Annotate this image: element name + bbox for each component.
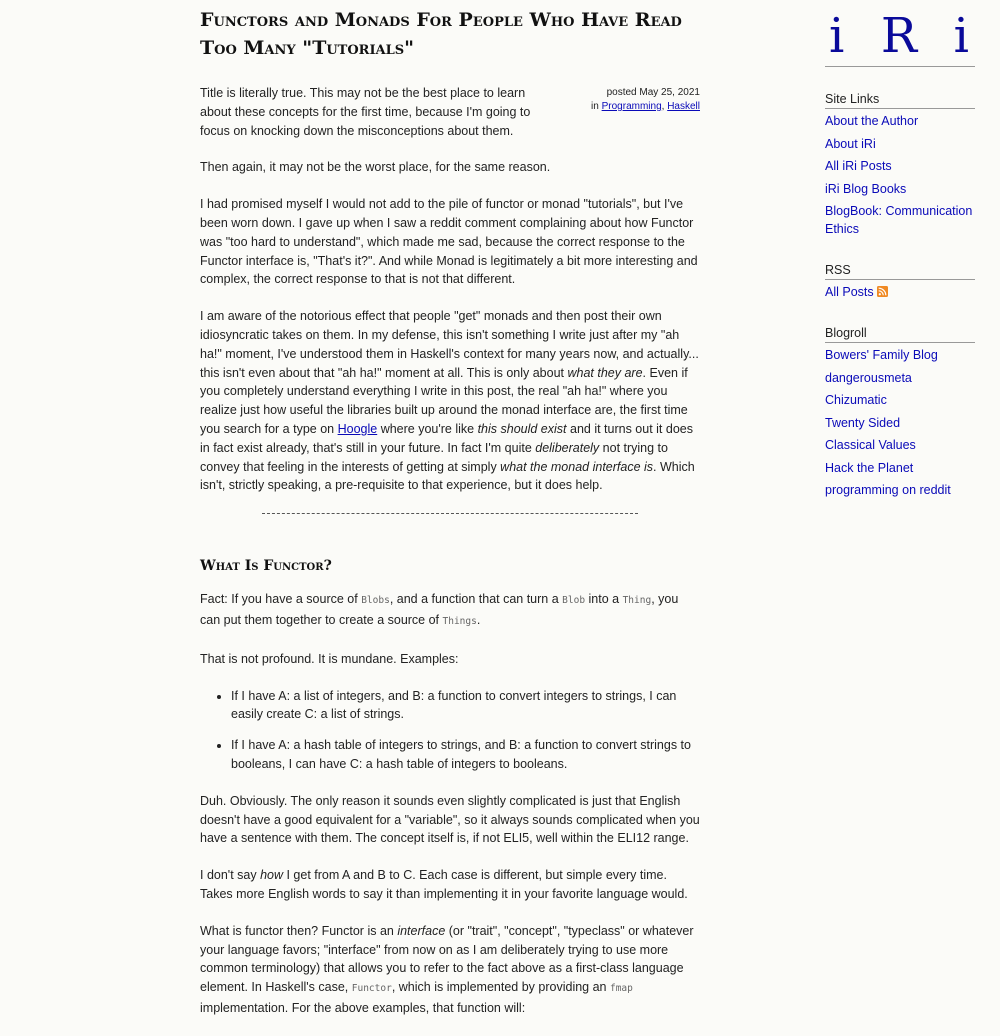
category-prefix: in <box>591 101 602 112</box>
article-title: Functors and Monads For People Who Have Read Too Many "Tutorials" <box>200 9 682 59</box>
paragraph-mundane: That is not profound. It is mundane. Examples: <box>200 651 459 666</box>
paragraph-promise: I had promised myself I would not add to the pile of functor or monad "tutorials", but I've been worn down. I gave up when I saw a reddit comment complaining about how Functor was "too hard to understand", which made me sad, because the correct response to the Functor interface is, "That's it?". And while Monad is legitimately a bit more interesting and complex, the correct response to that is not that different. <box>200 197 698 287</box>
paragraph-intro: Title is literally true. This may not be the best place to learn about these concepts for the first time, because I'm going to focus on knocking down the misconceptions about them. <box>200 86 531 138</box>
rss-heading: RSS <box>825 262 975 280</box>
sidebar-link-all-posts[interactable]: All iRi Posts <box>825 159 892 173</box>
dashed-divider <box>262 513 638 514</box>
blogroll-link-classical-values[interactable]: Classical Values <box>825 438 916 452</box>
category-separator: , <box>661 101 668 112</box>
emphasis: interface <box>397 923 446 938</box>
paragraph-aware: I am aware of the notorious effect that people "get" monads and then post their own idiosyncratic takes on them. In my defense, this isn't something I write just after my "ah ha!" moment, I've understood them in Haskell's context for many years now, and actually... this isn't even about that "ah ha!" moment at all. This is only about what they are. Even if you completely understand everything I write in this post, the real "ah ha!" where you realize just how useful the libraries built up around the monad interface are, the first time you search for a type on Hoogle where you're like this should exist and it turns out it does in fact exist already, that's still in your future. In fact I'm quite deliberately not trying to convey that feeling in the interests of getting at simply what the monad interface is. Which isn't, strictly speaking, a pre-requisite to that experience, but it does help. <box>200 309 699 493</box>
paragraph-duh: Duh. Obviously. The only reason it sounds even slightly complicated is just that English doesn't have a good equivalent for a "variable", so it always sounds complicated when you have a sentence with them. The concept itself is, if not ELI5, well within the ELI12 range. <box>200 793 700 846</box>
blogroll-link-chizumatic[interactable]: Chizumatic <box>825 393 887 407</box>
emphasis: this should exist <box>477 421 567 436</box>
post-date: May 25, 2021 <box>639 87 700 98</box>
sidebar-link-rss-all-posts[interactable]: All Posts <box>825 285 874 299</box>
blogroll-link-hack-the-planet[interactable]: Hack the Planet <box>825 460 914 475</box>
logo-letter: R <box>880 8 918 64</box>
sidebar-link-blog-books[interactable]: iRi Blog Books <box>825 181 907 196</box>
code-fmap: fmap <box>609 983 633 995</box>
blogroll-link-dangerousmeta[interactable]: dangerousmeta <box>825 370 912 385</box>
blogroll-link-programming-reddit[interactable]: programming on reddit <box>825 483 951 497</box>
blogroll-link-twenty-sided[interactable]: Twenty Sided <box>825 415 901 430</box>
paragraph-how: I don't say how I get from A and B to C. Each case is different, but simple every time. Takes more English words to say it than implementing it in your favorite language would. <box>200 868 688 901</box>
rss-feed-icon[interactable] <box>877 286 888 297</box>
rss-section <box>825 262 975 301</box>
article <box>200 0 700 1036</box>
blogroll-section <box>825 325 975 499</box>
posted-prefix: posted <box>606 87 640 98</box>
emphasis: what they are <box>567 365 643 380</box>
sidebar-link-communication-ethics[interactable]: BlogBook: Communication Ethics <box>825 204 973 236</box>
post-meta <box>550 86 700 114</box>
code-things: Things <box>442 615 477 627</box>
examples-list <box>200 687 700 774</box>
logo-letter: i <box>953 8 969 64</box>
sidebar-link-about-iri[interactable]: About iRi <box>825 136 876 151</box>
paragraph-again: Then again, it may not be the worst place, for the same reason. <box>200 160 551 175</box>
emphasis: deliberately <box>535 440 600 455</box>
paragraph-what-is-functor: What is functor then? Functor is an interface (or "trait", "concept", "typeclass" or whatever your language favors; "interface" from now on as I am deliberately trying to use more common terminology) that allows you to refer to the fact above as a first-class language element. In Haskell's case, Functor, which is implemented by providing an fmap implementation. For the above examples, that function will: <box>200 923 694 1015</box>
category-link-programming[interactable]: Programming <box>601 101 662 112</box>
sidebar <box>825 0 975 504</box>
section-heading-functor: What Is Functor? <box>200 558 332 575</box>
logo-letter: i <box>829 8 845 64</box>
site-links-section <box>825 91 975 238</box>
code-thing: Thing <box>622 595 652 607</box>
category-link-haskell[interactable]: Haskell <box>667 101 700 112</box>
blogroll-heading: Blogroll <box>825 325 975 343</box>
hoogle-link[interactable]: Hoogle <box>337 421 378 436</box>
paragraph-fact: Fact: If you have a source of Blobs, and a function that can turn a Blob into a Thing, you can put them together to create a source of Things. <box>200 592 679 627</box>
emphasis: what the monad interface is <box>500 459 654 474</box>
blogroll-link-bowers[interactable]: Bowers' Family Blog <box>825 348 938 362</box>
list-item: • If I have A: a list of integers, and B: a function to convert integers to strings, I can easily create C: a list of strings. <box>231 687 700 725</box>
site-links-heading: Site Links <box>825 91 975 109</box>
code-blobs: Blobs <box>361 595 390 607</box>
code-functor: Functor <box>351 983 392 995</box>
sidebar-link-about-author[interactable]: About the Author <box>825 114 919 128</box>
list-item: • If I have A: a hash table of integers to strings, and B: a function to convert strings to booleans, I can have C: a hash table of integers to booleans. <box>231 736 700 774</box>
code-blob: Blob <box>562 595 586 607</box>
site-logo[interactable] <box>825 0 975 67</box>
emphasis: how <box>260 868 283 883</box>
